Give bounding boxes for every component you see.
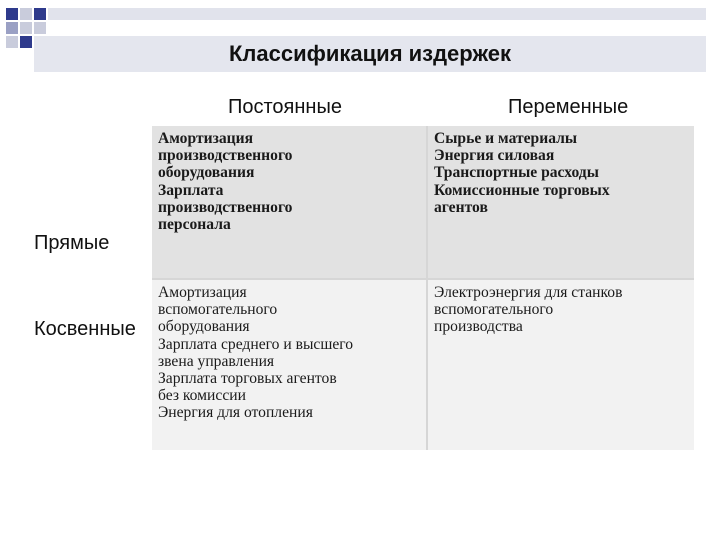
cost-classification-table: [152, 126, 694, 450]
row-header-direct: Прямые: [34, 232, 110, 254]
cell-indirect-variable: [428, 280, 694, 450]
cell-line: Комиссионные торговых: [434, 181, 610, 199]
cell-line: производственного: [158, 198, 293, 216]
cell-line: Амортизация: [158, 284, 247, 301]
cell-line: производства: [434, 318, 523, 336]
cell-indirect-fixed: [152, 280, 426, 450]
cell-direct-variable: [428, 126, 694, 278]
cell-line: вспомогательного: [158, 301, 278, 319]
cell-line: Электроэнергия для станков: [434, 284, 623, 301]
page-title: Классификация издержек: [228, 41, 511, 66]
cell-line: Зарплата среднего и высшего: [158, 335, 354, 353]
cell-line: без комиссии: [158, 387, 246, 405]
cell-line: вспомогательного: [434, 301, 554, 319]
cell-line: звена управления: [158, 352, 275, 370]
column-header-fixed: Постоянные: [228, 96, 342, 118]
cell-line: Энергия силовая: [434, 147, 555, 165]
cell-line: Сырье и материалы: [434, 130, 578, 147]
cell-line: оборудования: [158, 318, 250, 336]
cell-line: Транспортные расходы: [434, 164, 599, 182]
cell-line: Амортизация: [158, 130, 254, 147]
cell-line: персонала: [158, 216, 231, 234]
cell-line: оборудования: [158, 164, 255, 182]
cell-line: Энергия для отопления: [158, 404, 313, 422]
cell-line: Зарплата торговых агентов: [158, 370, 337, 388]
row-header-indirect: Косвенные: [34, 318, 136, 340]
cell-line: Зарплата: [158, 181, 224, 199]
column-header-variable: Переменные: [508, 96, 629, 118]
cell-line: агентов: [434, 198, 488, 216]
cell-direct-fixed: [152, 126, 426, 278]
cell-line: производственного: [158, 147, 293, 165]
